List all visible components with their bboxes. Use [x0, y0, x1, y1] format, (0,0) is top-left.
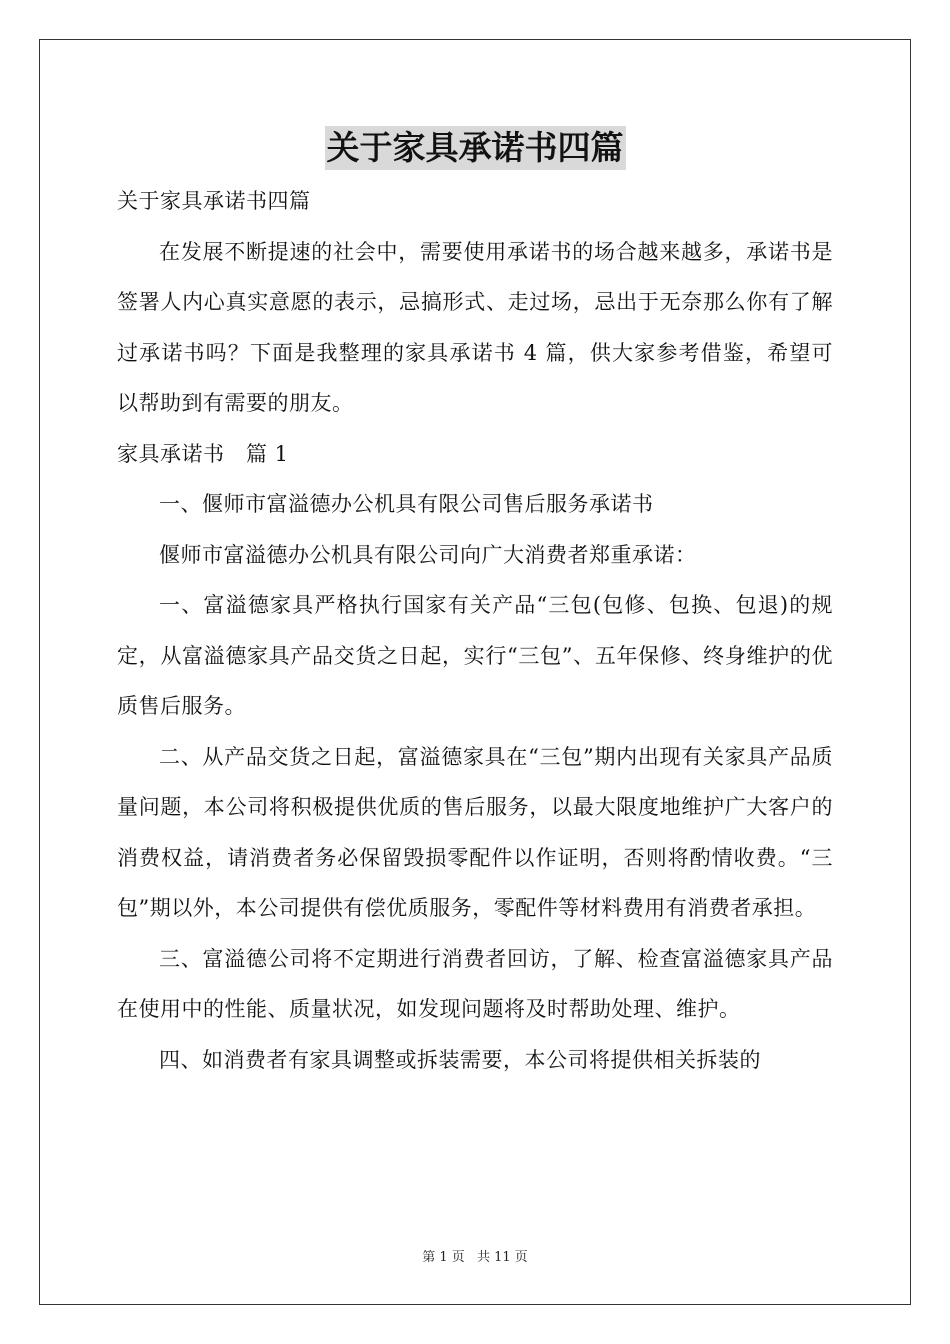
paragraph: 二、从产品交货之日起，富溢德家具在“三包”期内出现有关家具产品质量问题，本公司将积极提供优质的售后服务，以最大限度地维护广大客户的消费权益，请消费者务必保留毁损零配件以作证明，否则将酌情收费。“三包”期以外，本公司提供有偿优质服务，零配件等材料费用有消费者承担。 [117, 744, 833, 920]
paragraph: 四、如消费者有家具调整或拆装需要，本公司将提供相关拆装的 [159, 1047, 761, 1072]
paragraph: 在发展不断提速的社会中，需要使用承诺书的场合越来越多，承诺书是签署人内心真实意愿的表示，忌搞形式、走过场，忌出于无奈那么你有了解过承诺书吗？下面是我整理的家具承诺书 4 篇，供大家参考借鉴，希望可以帮助到有需要的朋友。 [117, 239, 833, 415]
paragraph: 关于家具承诺书四篇 [117, 189, 311, 213]
document-title: 关于家具承诺书四篇 [325, 126, 626, 170]
document-body [117, 176, 833, 1085]
page-footer [0, 1246, 950, 1265]
paragraph: 一、偃师市富溢德办公机具有限公司售后服务承诺书 [159, 492, 654, 516]
paragraph: 偃师市富溢德办公机具有限公司向广大消费者郑重承诺： [159, 542, 697, 567]
title-container [0, 126, 950, 170]
page-number: 第 1 页 [422, 1250, 465, 1265]
paragraph: 三、富溢德公司将不定期进行消费者回访，了解、检查富溢德家具产品在使用中的性能、质量状况，如发现问题将及时帮助处理、维护。 [117, 946, 833, 1021]
page-total: 共 11 页 [476, 1250, 528, 1265]
paragraph: 一、富溢德家具严格执行国家有关产品“三包(包修、包换、包退)的规定，从富溢德家具产品交货之日起，实行“三包”、五年保修、终身维护的优质售后服务。 [117, 593, 833, 718]
paragraph: 家具承诺书 篇 1 [117, 441, 289, 466]
